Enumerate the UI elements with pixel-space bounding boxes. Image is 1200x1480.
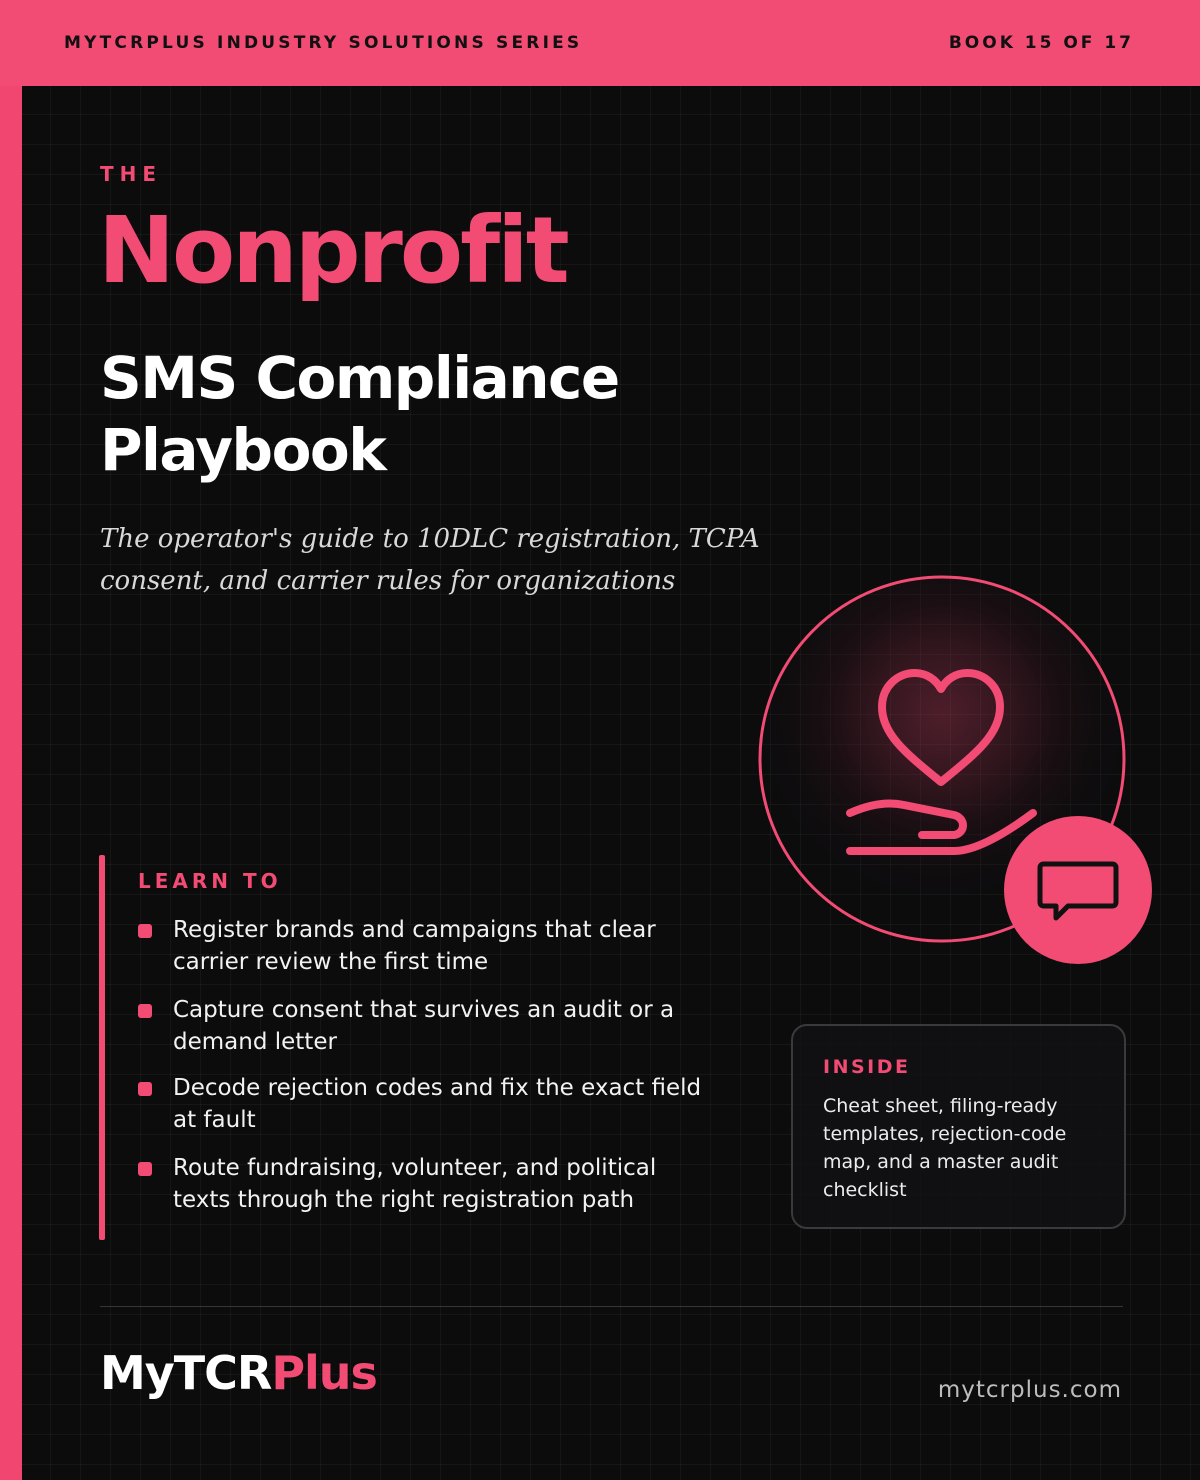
cover-subtitle [100,342,820,486]
list-item-line: demand letter [173,1029,337,1055]
list-item-line: at fault [173,1107,256,1133]
list-item-line: Route fundraising, volunteer, and political [173,1155,657,1181]
title-kicker: THE [100,162,163,186]
book-number: BOOK 15 OF 17 [948,33,1134,53]
bullet-icon [138,924,152,938]
bullet-icon [138,1162,152,1176]
cover-tagline-line-2: consent, and carrier rules for organizations [100,566,676,596]
bullet-icon [138,1004,152,1018]
inside-line: map, and a master audit [823,1151,1059,1173]
list-item-line: Decode rejection codes and fix the exact field [173,1075,702,1101]
list-item-line: texts through the right registration path [173,1187,635,1213]
brand-logo [100,1342,377,1404]
inside-callout [791,1024,1126,1229]
chat-bubble-icon [1004,816,1152,964]
cover-tagline [100,518,820,602]
list-item-line: Register brands and campaigns that clear [173,917,656,943]
chat-badge [1004,816,1152,964]
logo-part-1: MyTCR [100,1346,272,1400]
list-item-line: Capture consent that survives an audit or a [173,997,675,1023]
learn-accent-bar [99,855,105,1240]
inside-line: Cheat sheet, filing-ready [823,1095,1058,1117]
series-title: MYTCRPLUS INDUSTRY SOLUTIONS SERIES [64,33,583,53]
learn-heading: LEARN TO [138,869,282,893]
cover-title: Nonprofit [98,197,567,304]
series-banner [0,0,1200,86]
cover-subtitle-line-1: SMS Compliance [100,344,619,412]
bullet-icon [138,1082,152,1096]
footer-divider [100,1306,1123,1307]
inside-description [823,1092,1113,1204]
cover-tagline-line-1: The operator's guide to 10DLC registration, TCPA [100,524,760,554]
list-item-line: carrier review the first time [173,949,489,975]
website-link[interactable]: mytcrplus.com [937,1377,1122,1403]
inside-line: templates, rejection-code [823,1123,1067,1145]
inside-line: checklist [823,1179,907,1201]
inside-label: INSIDE [823,1056,911,1078]
logo-part-2: Plus [271,1346,377,1400]
cover-subtitle-line-2: Playbook [100,416,386,484]
